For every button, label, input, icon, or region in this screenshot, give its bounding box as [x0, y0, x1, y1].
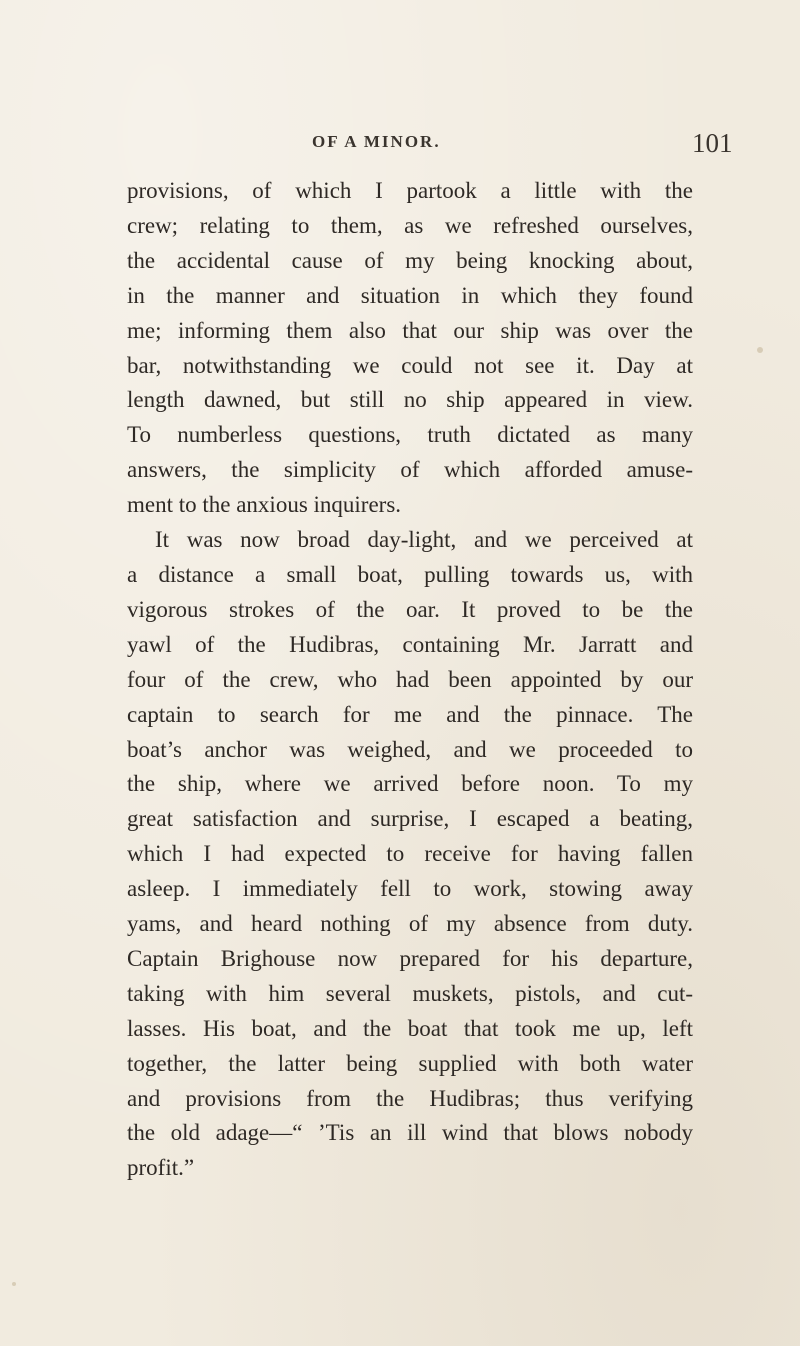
- running-title: OF A MINOR.: [312, 132, 441, 151]
- paragraph-1: [127, 174, 693, 523]
- text-line: taking with him several muskets, pistols, and cut-: [127, 980, 693, 1006]
- paper-speck: [757, 347, 763, 353]
- text-line: length dawned, but still no ship appeared in view.: [127, 387, 693, 413]
- text-line: yawl of the Hudibras, containing Mr. Jarratt and: [127, 631, 693, 657]
- text-line: a distance a small boat, pulling towards us, with: [127, 561, 693, 587]
- text-line: profit.”: [127, 1155, 195, 1181]
- text-line: Captain Brighouse now prepared for his departure,: [127, 945, 693, 971]
- text-line: and provisions from the Hudibras; thus verifying: [127, 1085, 693, 1111]
- text-line: yams, and heard nothing of my absence from duty.: [127, 911, 693, 937]
- text-line: provisions, of which I partook a little with the: [127, 178, 693, 203]
- text-line: boat’s anchor was weighed, and we proceeded to: [127, 736, 693, 762]
- text-line: lasses. His boat, and the boat that took me up, left: [127, 1015, 693, 1041]
- running-head: [0, 128, 800, 158]
- body-text: [127, 174, 693, 1186]
- text-line: great satisfaction and surprise, I escaped a beating,: [127, 806, 693, 832]
- text-line: in the manner and situation in which they found: [127, 282, 693, 308]
- text-line: crew; relating to them, as we refreshed ourselves,: [127, 212, 693, 238]
- text-line: vigorous strokes of the oar. It proved to be the: [127, 596, 693, 622]
- text-line: answers, the simplicity of which afforded amuse-: [127, 457, 693, 483]
- text-line: bar, notwithstanding we could not see it. Day at: [127, 352, 693, 378]
- text-line: together, the latter being supplied with both water: [127, 1050, 693, 1076]
- text-line: ment to the anxious inquirers.: [127, 492, 402, 518]
- text-line: It was now broad day-light, and we perceived at: [155, 527, 693, 553]
- text-line: four of the crew, who had been appointed by our: [127, 666, 693, 692]
- text-line: To numberless questions, truth dictated as many: [127, 422, 693, 448]
- text-line: asleep. I immediately fell to work, stowing away: [127, 876, 693, 902]
- text-line: the old adage—“ ’Tis an ill wind that blows nobody: [127, 1120, 693, 1146]
- paragraph-2: [127, 523, 693, 1186]
- text-line: the accidental cause of my being knocking about,: [127, 247, 693, 273]
- text-line: captain to search for me and the pinnace. The: [127, 701, 693, 727]
- text-line: which I had expected to receive for having fallen: [127, 841, 693, 867]
- text-line: me; informing them also that our ship was over the: [127, 317, 693, 343]
- text-line: the ship, where we arrived before noon. To my: [127, 771, 693, 797]
- page-number: 101: [692, 128, 733, 158]
- paper-speck: [12, 1282, 16, 1286]
